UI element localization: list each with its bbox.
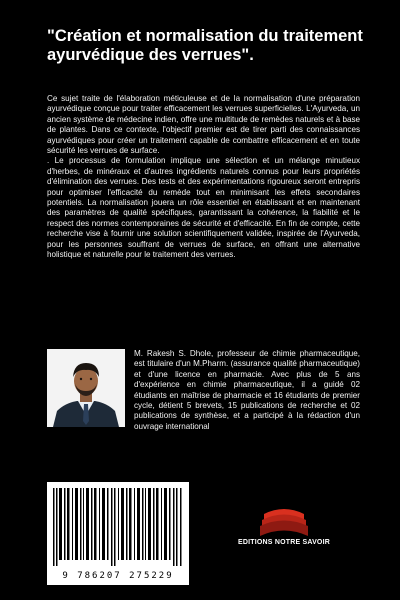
isbn-barcode bbox=[47, 482, 189, 585]
author-photo bbox=[47, 349, 125, 427]
summary-paragraph: Ce sujet traite de l'élaboration méticuleuse et de la normalisation d'une préparation ayurvédique conçue pour traiter efficacement les verrues superficielles. L'Ayurveda, un ancien système de médecine indien, offre une multitude de remèdes naturels et à base de plantes. Dans ce contexte, l'objectif premier est de tirer parti des connaissances ayurvédiques pour créer un traitement capable de combattre efficacement et en toute sécurité les verrues de surface. bbox=[47, 94, 360, 156]
publisher-name: EDITIONS NOTRE SAVOIR bbox=[238, 539, 330, 546]
book-title: "Création et normalisation du traitement ayurvédique des verrues". bbox=[47, 27, 363, 64]
author-biography: M. Rakesh S. Dhole, professeur de chimie pharmaceutique, est titulaire d'un M.Pharm. (assurance qualité pharmaceutique) et d'une licence en pharmacie. Avec plus de 5 ans d'expérience en chimie pharmaceutique, il a guidé 02 étudiants en maîtrise de pharmacie et 16 étudiants de premier cycle, détient 5 brevets, 15 publications de recherche et 02 publications de synthèse, et a participé à la rédaction d'un ouvrage international bbox=[134, 349, 360, 431]
summary-paragraph: . Le processus de formulation implique une sélection et un mélange minutieux d'herbes, de minéraux et d'autres ingrédients naturels connus pour leurs propriétés d'élimination des verrues. Des tests et des expérimentations rigoureux seront entrepris pour optimiser l'efficacité du remède tout en minimisant les effets secondaires potentiels. La normalisation jouera un rôle essentiel en établissant et en maintenant des paramètres de qualité spécifiques, garantissant la cohérence, la fiabilité et le respect des normes contemporaines de sécurité et d'efficacité. En fin de compte, cette recherche vise à fournir une solution scientifiquement validée, inspirée de l'Ayurveda, pour les personnes souffrant de verrues de surface, en offrant une alternative holistique et naturelle pour le traitement des verrues. bbox=[47, 156, 360, 260]
back-cover-summary bbox=[47, 94, 360, 261]
barcode-bars bbox=[53, 488, 183, 566]
isbn-number: 9 786207 275229 bbox=[62, 571, 174, 581]
